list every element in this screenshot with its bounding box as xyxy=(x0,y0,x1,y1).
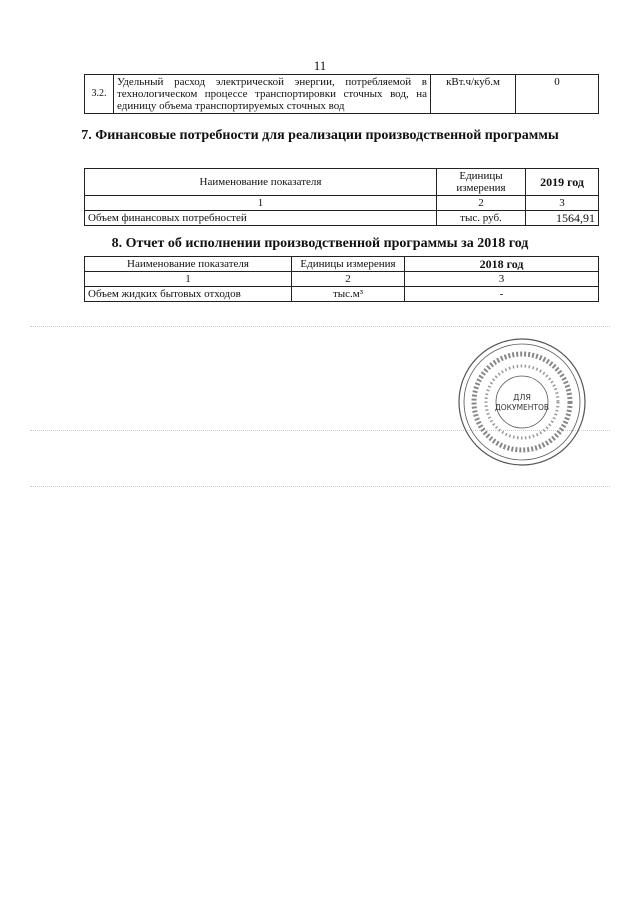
indicator-name: Объем финансовых потребностей xyxy=(85,211,437,226)
financial-needs-table xyxy=(84,168,599,226)
header-indicator-name: Наименование показателя xyxy=(85,257,292,272)
section-8-title: 8. Отчет об исполнении производственной программы за 2018 год xyxy=(111,236,529,251)
header-year: 2019 год xyxy=(526,169,599,196)
official-stamp xyxy=(456,336,588,468)
table-row xyxy=(85,75,599,114)
indicator-value: 0 xyxy=(516,75,599,114)
column-number: 2 xyxy=(292,272,405,287)
stamp-text-bottom: ДОКУМЕНТОВ xyxy=(494,403,550,412)
table-row xyxy=(85,287,599,302)
program-report-table xyxy=(84,256,599,302)
stamp-outer-ring xyxy=(459,339,585,465)
header-indicator-name: Наименование показателя xyxy=(85,169,437,196)
indicator-name: Объем жидких бытовых отходов xyxy=(85,287,292,302)
column-number: 3 xyxy=(405,272,599,287)
scan-noise-line xyxy=(30,486,610,487)
row-number: 3.2. xyxy=(85,75,114,114)
indicator-name: Удельный расход электрической энергии, потребляемой в технологическом процессе транспортировки сточных вод, на единицу объема транспортируемых сточных вод xyxy=(114,75,431,114)
page-number: 11 xyxy=(313,58,327,73)
header-unit: Единицы измерения xyxy=(437,169,526,196)
energy-consumption-table xyxy=(84,74,599,114)
stamp-text-ring xyxy=(474,354,570,450)
table-header-row xyxy=(85,169,599,196)
stamp-text-ring-inner xyxy=(486,366,558,438)
column-number-row xyxy=(85,272,599,287)
table-row xyxy=(85,211,599,226)
stamp-mid-ring xyxy=(464,344,580,460)
stamp-text-top: ДЛЯ xyxy=(513,393,531,402)
header-year: 2018 год xyxy=(405,257,599,272)
column-number: 1 xyxy=(85,272,292,287)
column-number: 2 xyxy=(437,196,526,211)
column-number: 1 xyxy=(85,196,437,211)
table-header-row xyxy=(85,257,599,272)
indicator-unit: тыс.м³ xyxy=(292,287,405,302)
indicator-unit: тыс. руб. xyxy=(437,211,526,226)
indicator-unit: кВт.ч/куб.м xyxy=(431,75,516,114)
header-unit: Единицы измерения xyxy=(292,257,405,272)
section-7-title: 7. Финансовые потребности для реализации производственной программы xyxy=(81,128,559,143)
scan-noise-line xyxy=(30,326,610,327)
stamp-inner-ring xyxy=(496,376,548,428)
indicator-value: 1564,91 xyxy=(526,211,599,226)
column-number: 3 xyxy=(526,196,599,211)
column-number-row xyxy=(85,196,599,211)
indicator-value: - xyxy=(405,287,599,302)
